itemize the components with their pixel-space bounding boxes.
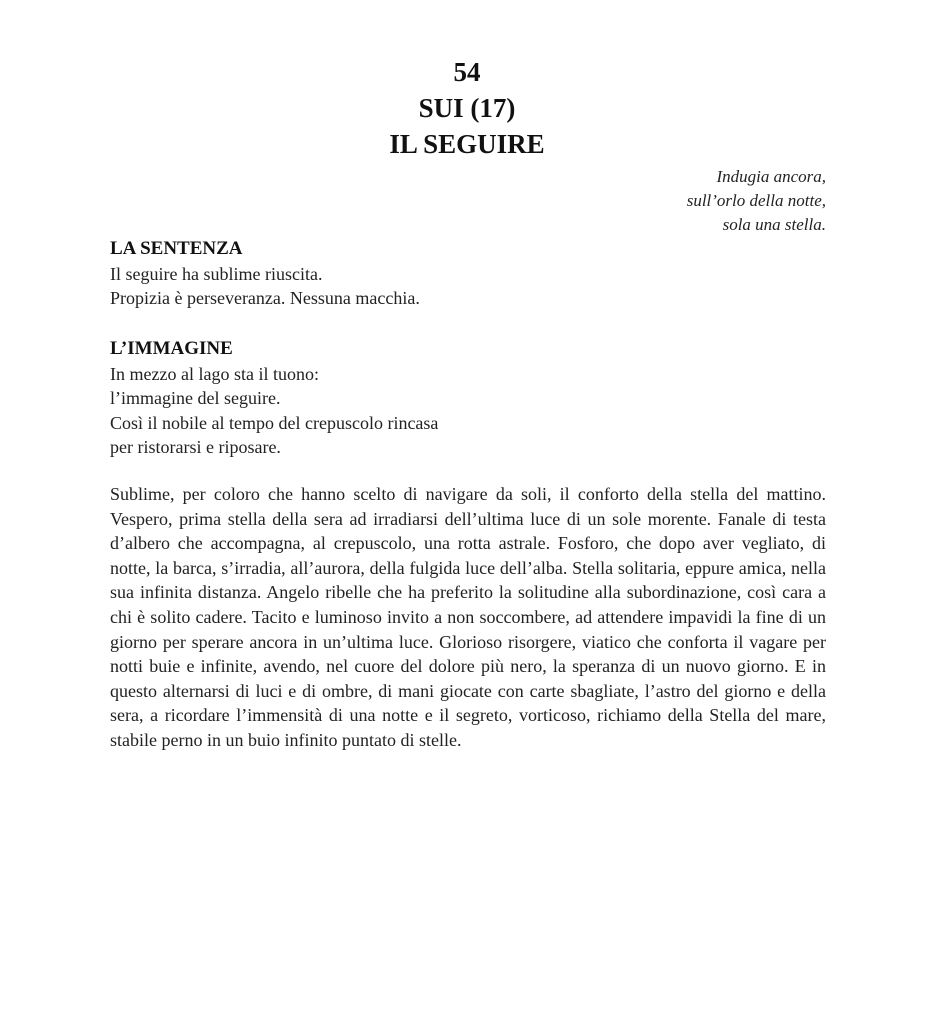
epigraph-line: sull’orlo della notte, (686, 191, 826, 210)
epigraph-line: sola una stella. (722, 215, 826, 234)
immagine-line: per ristorarsi e riposare. (110, 437, 281, 457)
commentary-paragraph: Sublime, per coloro che hanno scelto di navigare da soli, il conforto della stella del mattino. Vespero, prima stella della sera ad irradiarsi dell’ultima luce di un sole morente. Fanale di testa d’albero che accompagna, al crepuscolo, una rotta astrale. Fosforo, che dopo aver vegliato, di notte, la barca, s’irradia, all’aurora, della fulgida luce dell’alba. Stella solitaria, eppure amica, nella sua infinita distanza. Angelo ribelle che ha preferito la solitudine alla subordinazione, così cara a chi è solito cadere. Tacito e luminoso invito a non soccombere, ad attendere impavidi la fine di un giorno per sperare ancora in un’ultima luce. Glorioso risorgere, viatico che conforta il vagare per notti buie e infinite, avendo, nel cuore del dolore più nero, la speranza di un nuovo giorno. E in questo alternarsi di luci e di ombre, di mani giocate con carte sbagliate, l’astro del giorno e della sera, a ricordare l’immensità di una notte e il segreto, vorticoso, richiamo della Stella del mare, stabile perno in un buio infinito puntato di stelle. (110, 484, 826, 750)
sentenza-heading: LA SENTENZA (110, 238, 243, 259)
chapter-number: 54 (453, 57, 481, 87)
immagine-line: Così il nobile al tempo del crepuscolo rincasa (110, 412, 439, 433)
immagine-line: l’immagine del seguire. (110, 388, 281, 408)
hexagram-title: SUI (17) (418, 93, 516, 123)
epigraph (687, 165, 826, 237)
immagine-heading: L’IMMAGINE (110, 338, 233, 359)
immagine-line: In mezzo al lago sta il tuono: (110, 363, 319, 384)
epigraph-line: Indugia ancora, (716, 167, 826, 186)
immagine-section (110, 337, 826, 460)
chapter-title-block (0, 54, 934, 162)
sentenza-line: Propizia è perseveranza. Nessuna macchia. (110, 288, 420, 308)
sentenza-line: Il seguire ha sublime riuscita. (110, 263, 323, 284)
chapter-name: IL SEGUIRE (389, 129, 545, 159)
sentenza-section (110, 237, 826, 311)
